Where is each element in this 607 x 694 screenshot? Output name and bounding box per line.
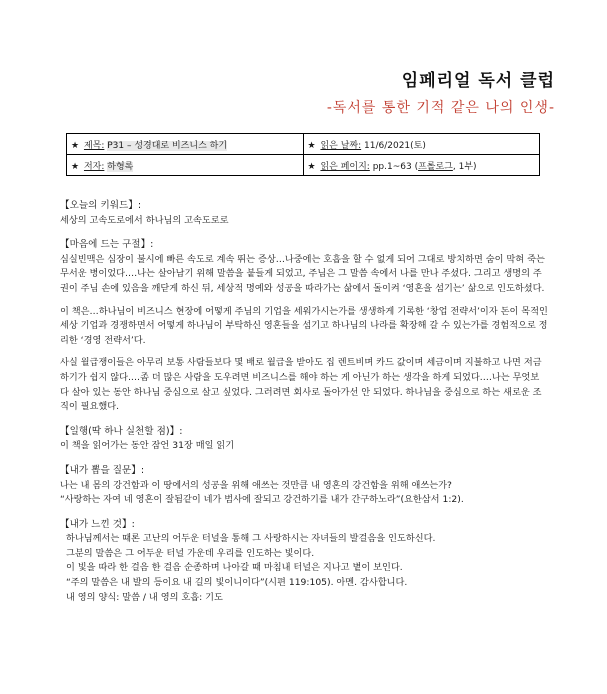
book-title-label: 제목: bbox=[83, 140, 105, 151]
practice-section bbox=[60, 425, 548, 454]
author-value: 하형록 bbox=[107, 161, 134, 172]
read-pages-label: 읽은 페이지: bbox=[320, 161, 370, 172]
keyword-text: 세상의 고속도로에서 하나님의 고속도로로 bbox=[60, 214, 229, 226]
feeling-line: 하나님께서는 때론 고난의 어두운 터널을 통해 그 사랑하시는 자녀들의 발걸음을 인도하신다. bbox=[66, 533, 436, 545]
question-line: “사랑하는 자여 네 영혼이 잘됨같이 네가 범사에 잘되고 강건하기를 내가 간구하노라”(요한삼서 1:2). bbox=[60, 494, 464, 506]
feeling-heading: 【내가 느낀 것】: bbox=[60, 518, 135, 530]
page-header bbox=[327, 66, 555, 117]
question-line: 나는 내 몸의 강건함과 이 땅에서의 성공을 위해 애쓰는 것만큼 내 영혼의 강건함을 위해 애쓰는가? bbox=[60, 479, 452, 491]
phrase-paragraph: 이 책은…하나님이 비즈니스 현장에 어떻게 주님의 기업을 세워가시는가를 생생하게 기록한 ‘창업 전략서’이자 돈이 목적인 세상 기업과 경쟁하면서 어떻게 하나님이 부탁하신 영혼들을 섬기고 하나님의 나라를 확장해 갈 수 있는가를 경험적으로 정리한 ‘경영 전략서’다. bbox=[60, 305, 548, 346]
read-date-label: 읽은 날짜: bbox=[320, 140, 362, 151]
club-subtitle: -독서를 통한 기적 같은 나의 인생- bbox=[326, 100, 555, 116]
club-title: 임페리얼 독서 클럽 bbox=[401, 71, 555, 91]
favorite-phrase-heading: 【마음에 드는 구절】: bbox=[60, 239, 154, 251]
keyword-section bbox=[60, 199, 548, 228]
author-cell bbox=[67, 155, 304, 176]
star-icon: ★ bbox=[71, 161, 80, 172]
read-date-value: 11/6/2021(토) bbox=[364, 140, 426, 151]
read-pages-value: pp.1~63 ( bbox=[372, 161, 419, 172]
question-section bbox=[60, 464, 548, 508]
question-heading: 【내가 뽑을 질문】: bbox=[60, 464, 145, 476]
author-label: 저자: bbox=[83, 161, 105, 172]
star-icon: ★ bbox=[307, 161, 316, 172]
read-date-cell bbox=[303, 134, 540, 155]
practice-text: 이 책을 읽어가는 동안 잠언 31장 매일 읽기 bbox=[60, 440, 235, 452]
feeling-line: “주의 말씀은 내 발의 등이요 내 길의 빛이니이다”(시편 119:105). 아멘. 감사합니다. bbox=[66, 577, 408, 589]
book-title-cell bbox=[67, 134, 304, 155]
star-icon: ★ bbox=[71, 140, 80, 151]
feeling-line: 이 빛을 따라 한 걸음 한 걸음 순종하며 나아갈 때 마침내 터널은 지나고 볕이 보인다. bbox=[66, 562, 403, 574]
feeling-section bbox=[60, 518, 548, 606]
feeling-line: 내 영의 양식: 말씀 / 내 영의 호흡: 기도 bbox=[66, 591, 223, 603]
phrase-paragraph: 심실빈맥은 심장이 불시에 빠른 속도로 계속 뛰는 증상…나중에는 호흡을 할 수 없게 되어 그대로 방치하면 숨이 막혀 죽는 무서운 병이었다.…나는 살아남기 위해 말씀을 붙들게 되었고, 주님은 그 말씀 속에서 나를 만나 주셨다. 그리고 생명의 주권이 주님 손에 있음을 깨닫게 하신 뒤, 세상적 명예와 성공을 따라가는 삶에서 돌이켜 ‘영혼을 섬기는’ 삶으로 인도하셨다. bbox=[60, 253, 545, 294]
favorite-phrase-section bbox=[60, 238, 548, 415]
keyword-heading: 【오늘의 키워드】: bbox=[60, 200, 142, 211]
book-title-value: P31 – 성경대로 비즈니스 하기 bbox=[107, 140, 228, 151]
practice-heading: 【일행(딱 하나 실천할 점)】: bbox=[60, 425, 183, 437]
read-pages-tail: , 1부) bbox=[452, 161, 477, 172]
feeling-line: 그분의 말씀은 그 어두운 터널 가운데 우리를 인도하는 빛이다. bbox=[66, 547, 315, 559]
read-pages-cell bbox=[303, 155, 540, 176]
read-pages-part: 프롤로그 bbox=[418, 161, 453, 172]
book-info-table bbox=[66, 133, 540, 176]
star-icon: ★ bbox=[307, 140, 316, 151]
journal-body bbox=[60, 199, 548, 615]
phrase-paragraph: 사실 월급쟁이들은 아무리 보통 사람들보다 몇 배로 월급을 받아도 집 렌트비며 카드 값이며 세금이며 지불하고 나면 저금하기가 쉽지 않다.…좀 더 많은 사람을 도우려면 비즈니스를 해야 하는 게 아닌가 하는 생각을 하게 되었다.…나는 무엇보다 살아 있는 동안 하나님 중심으로 살고 싶었다. 그러려면 회사로 돌아가선 안 되었다. 하나님을 중심으로 하는 새로운 조직이 필요했다. bbox=[60, 357, 542, 413]
